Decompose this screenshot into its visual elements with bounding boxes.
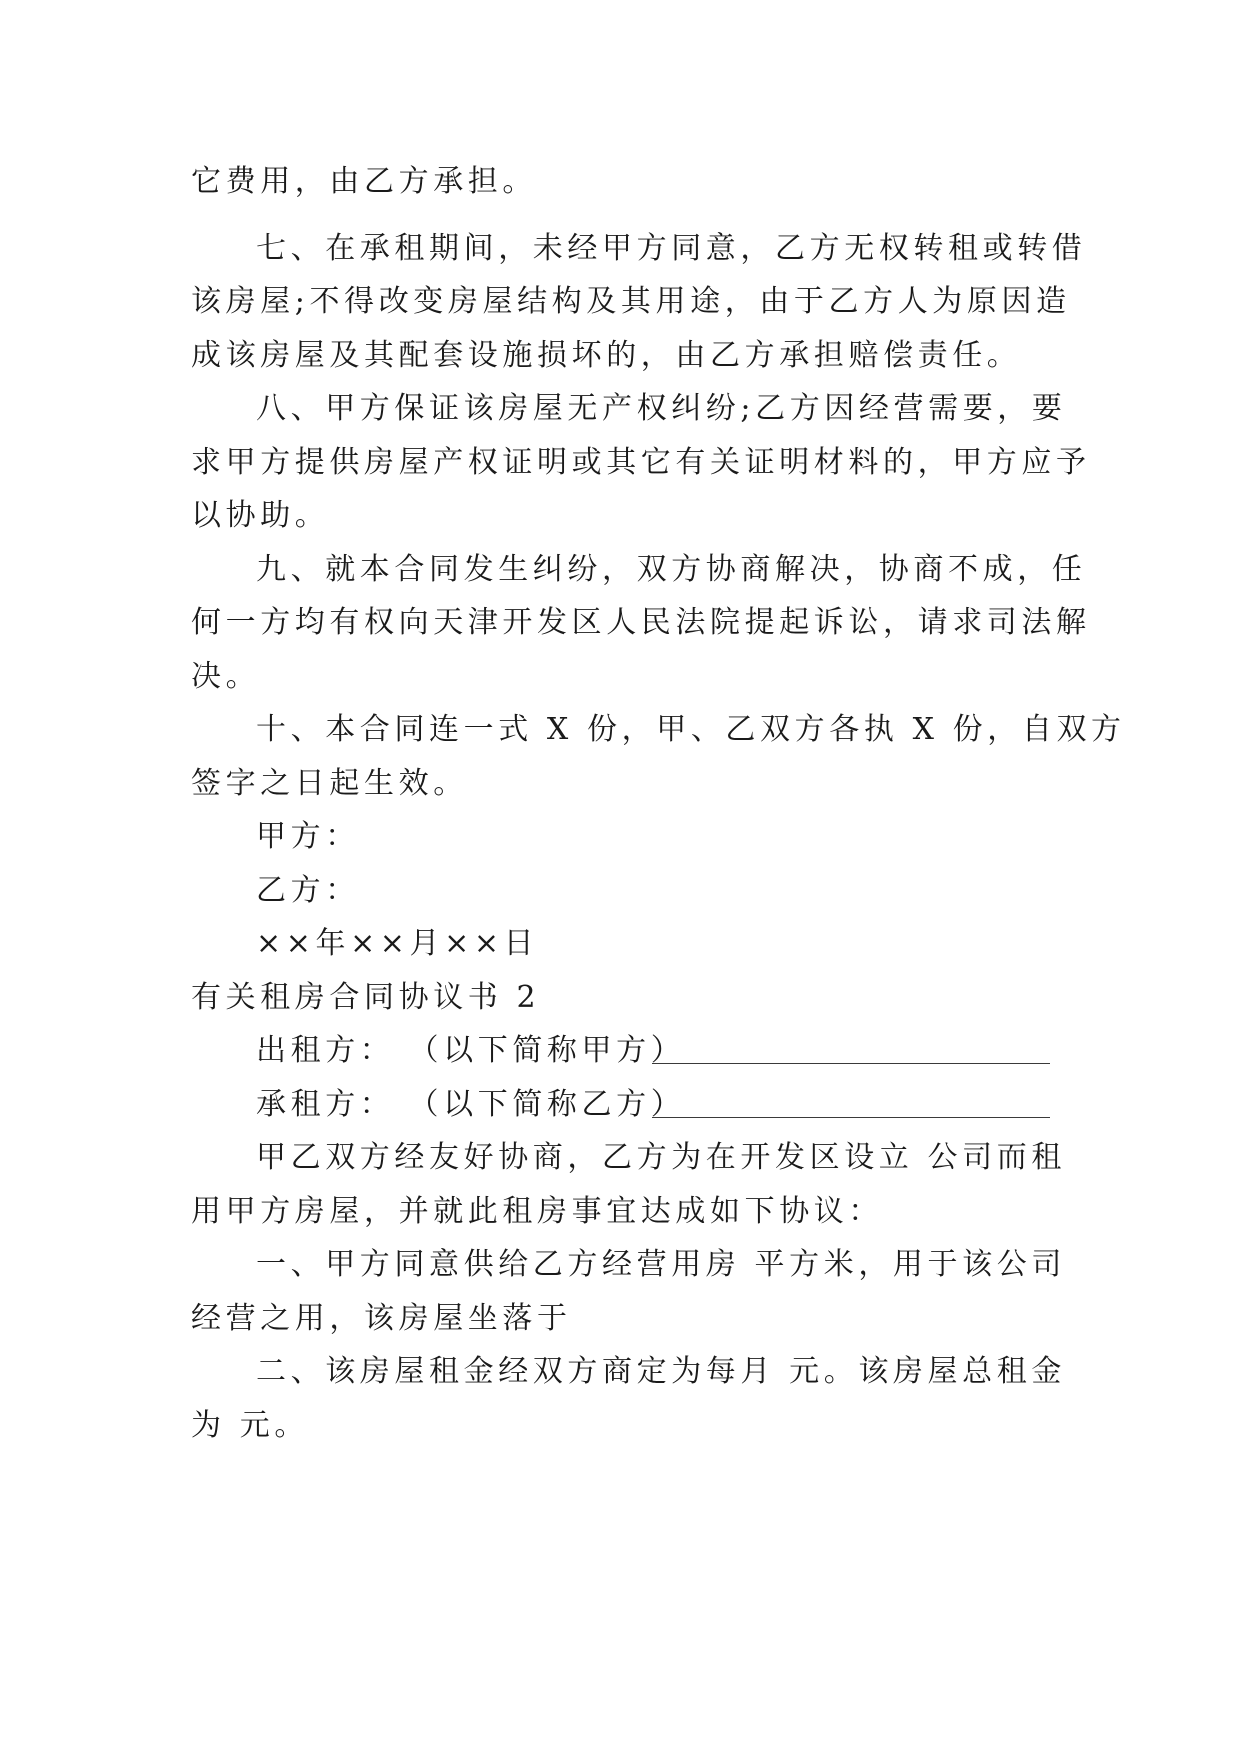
clause-9-line: 何一方均有权向天津开发区人民法院提起诉讼，请求司法解 [191,605,1091,640]
clause-10-line: 签字之日起生效。 [191,766,468,801]
lessor-label: 出租方： （以下简称甲方） [256,1033,686,1068]
lessor-blank-line [652,1063,1050,1064]
clause-7-line: 该房屋;不得改变房屋结构及其用途，由于乙方人为原因造 [191,284,1071,319]
section-heading: 有关租房合同协议书 2 [191,980,541,1015]
preamble-line: 甲乙双方经友好协商，乙方为在开发区设立 公司而租 [256,1140,1066,1175]
party-a-signature-label: 甲方： [256,819,360,854]
clause-2-line: 为 元。 [191,1408,309,1443]
clause-1-line: 经营之用，该房屋坐落于 [191,1301,572,1336]
signature-date: ××年××月××日 [256,926,539,961]
clause-8-line: 以协助。 [191,498,330,533]
clause-7-line: 成该房屋及其配套设施损坏的，由乙方承担赔偿责任。 [191,338,1022,373]
clause-8-line: 八、甲方保证该房屋无产权纠纷;乙方因经营需要，要 [256,391,1067,426]
lessee-label: 承租方： （以下简称乙方） [256,1087,686,1122]
clause-9-line: 决。 [191,659,261,694]
preamble-line: 用甲方房屋，并就此租房事宜达成如下协议： [191,1194,883,1229]
party-b-signature-label: 乙方： [256,873,360,908]
clause-7-line: 七、在承租期间，未经甲方同意，乙方无权转租或转借 [256,231,1087,266]
lessee-blank-line [652,1117,1050,1118]
paragraph-line: 它费用，由乙方承担。 [191,164,537,199]
clause-8-line: 求甲方提供房屋产权证明或其它有关证明材料的，甲方应予 [191,445,1091,480]
clause-9-line: 九、就本合同发生纠纷，双方协商解决，协商不成，任 [256,552,1087,587]
clause-10-line: 十、本合同连一式 X 份，甲、乙双方各执 X 份，自双方 [256,712,1126,747]
clause-1-line: 一、甲方同意供给乙方经营用房 平方米，用于该公司 [256,1247,1066,1282]
clause-2-line: 二、该房屋租金经双方商定为每月 元。该房屋总租金 [256,1354,1066,1389]
